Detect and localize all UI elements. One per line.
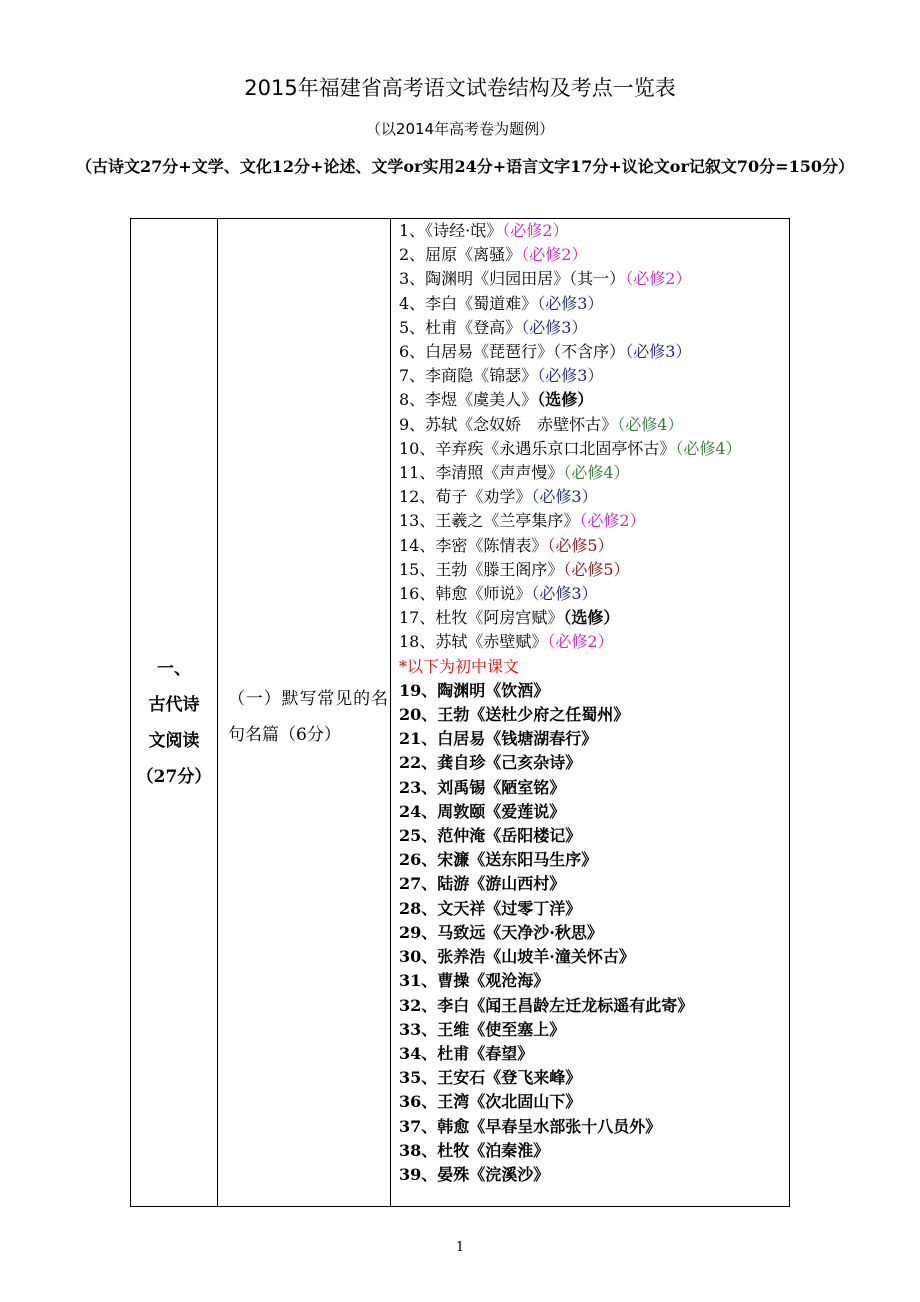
score-summary: （古诗文27分+文学、文化12分+论述、文学or实用24分+语言文字17分+议论文or记叙文70分=150分） bbox=[76, 157, 854, 176]
item-title: 8、李煜《虞美人》 bbox=[399, 390, 538, 410]
list-item bbox=[399, 558, 787, 582]
list-item bbox=[399, 413, 787, 437]
item-note: （必修4） bbox=[675, 438, 742, 458]
list-item bbox=[399, 1090, 787, 1114]
item-title: 27、陆游《游山西村》 bbox=[399, 874, 566, 894]
item-note: （必修3） bbox=[521, 317, 588, 337]
item-title: 16、韩愈《师说》 bbox=[399, 584, 532, 604]
list-item bbox=[399, 1163, 787, 1187]
item-note: （必修4） bbox=[617, 414, 684, 434]
list-item bbox=[399, 582, 787, 606]
item-title: 7、李商隐《锦瑟》 bbox=[399, 366, 538, 386]
item-title: 38、杜牧《泊秦淮》 bbox=[399, 1140, 550, 1160]
list-item bbox=[399, 824, 787, 848]
item-title: 31、曹操《观沧海》 bbox=[399, 971, 550, 991]
item-note: （必修3） bbox=[531, 584, 598, 604]
list-item bbox=[399, 364, 787, 388]
section-label-line: 古代诗 bbox=[148, 695, 200, 715]
item-title: 6、白居易《琵琶行》（不含序） bbox=[399, 342, 626, 362]
list-item bbox=[399, 969, 787, 993]
item-note: （必修3） bbox=[625, 342, 692, 362]
recitation-list bbox=[399, 219, 787, 1187]
item-title: 5、杜甫《登高》 bbox=[399, 317, 522, 337]
item-title: 39、晏殊《浣溪沙》 bbox=[399, 1164, 550, 1184]
item-title: 28、文天祥《过零丁洋》 bbox=[399, 898, 582, 918]
list-item bbox=[399, 1042, 787, 1066]
item-note: （必修3） bbox=[537, 366, 604, 386]
item-note: （必修5） bbox=[563, 559, 630, 579]
item-title: 35、王安石《登飞来峰》 bbox=[399, 1068, 582, 1088]
item-title: 4、李白《蜀道难》 bbox=[399, 293, 538, 313]
item-title: 19、陶渊明《饮酒》 bbox=[399, 680, 550, 700]
item-title: 9、苏轼《念奴娇 赤壁怀古》 bbox=[399, 414, 618, 434]
item-title: 10、辛弃疾《永遇乐京口北固亭怀古》 bbox=[399, 438, 676, 458]
list-item bbox=[399, 1018, 787, 1042]
items-cell bbox=[391, 219, 789, 1206]
item-title: 17、杜牧《阿房宫赋》 bbox=[399, 608, 564, 628]
list-item bbox=[399, 727, 787, 751]
item-note: （选修） bbox=[537, 390, 594, 410]
item-title: *以下为初中课文 bbox=[399, 656, 520, 676]
list-item bbox=[399, 606, 787, 630]
list-item bbox=[399, 534, 787, 558]
list-item bbox=[399, 994, 787, 1018]
list-item bbox=[399, 316, 787, 340]
item-title: 34、杜甫《春望》 bbox=[399, 1043, 534, 1063]
section-label bbox=[131, 651, 217, 795]
item-note: （必修4） bbox=[563, 463, 630, 483]
item-title: 15、王勃《滕王阁序》 bbox=[399, 559, 564, 579]
item-title: 37、韩愈《早春呈水部张十八员外》 bbox=[399, 1116, 662, 1136]
list-item bbox=[399, 1139, 787, 1163]
list-item bbox=[399, 292, 787, 316]
item-title: 32、李白《闻王昌龄左迁龙标遥有此寄》 bbox=[399, 995, 694, 1015]
section-cell bbox=[131, 219, 218, 1206]
item-title: 24、周敦颐《爱莲说》 bbox=[399, 801, 566, 821]
list-item bbox=[399, 800, 787, 824]
subsection-cell bbox=[218, 219, 391, 1206]
list-item bbox=[399, 897, 787, 921]
list-item bbox=[399, 219, 787, 243]
list-item bbox=[399, 945, 787, 969]
item-title: 20、王勃《送杜少府之任蜀州》 bbox=[399, 705, 630, 725]
item-title: 30、张养浩《山坡羊·潼关怀古》 bbox=[399, 947, 635, 967]
subsection-label: （一）默写常见的名句名篇（6分） bbox=[228, 689, 388, 745]
syllabus-table bbox=[130, 218, 790, 1207]
item-title: 25、范仲淹《岳阳楼记》 bbox=[399, 826, 582, 846]
list-item bbox=[399, 485, 787, 509]
item-note: （必修2） bbox=[625, 269, 692, 289]
list-item bbox=[399, 703, 787, 727]
item-title: 18、苏轼《赤壁赋》 bbox=[399, 632, 548, 652]
item-title: 2、屈原《离骚》 bbox=[399, 245, 522, 265]
item-title: 26、宋濂《送东阳马生序》 bbox=[399, 850, 598, 870]
list-item bbox=[399, 243, 787, 267]
list-item bbox=[399, 1115, 787, 1139]
item-title: 11、李清照《声声慢》 bbox=[399, 463, 564, 483]
list-item bbox=[399, 679, 787, 703]
item-title: 22、龚自珍《己亥杂诗》 bbox=[399, 753, 582, 773]
section-label-line: 一、 bbox=[157, 659, 191, 679]
page-title: 2015年福建省高考语文试卷结构及考点一览表 bbox=[244, 76, 676, 100]
item-note: （必修2） bbox=[547, 632, 614, 652]
item-note: （必修3） bbox=[531, 487, 598, 507]
list-item bbox=[399, 848, 787, 872]
item-title: 36、王湾《次北固山下》 bbox=[399, 1092, 582, 1112]
item-title: 1、《诗经·氓》 bbox=[399, 221, 503, 240]
item-title: 23、刘禹锡《陋室铭》 bbox=[399, 777, 566, 797]
list-item bbox=[399, 1066, 787, 1090]
item-title: 3、陶渊明《归园田居》（其一） bbox=[399, 269, 626, 289]
page-subtitle: （以2014年高考卷为题例） bbox=[365, 120, 555, 138]
list-item bbox=[399, 340, 787, 364]
list-item bbox=[399, 921, 787, 945]
item-note: （必修2） bbox=[521, 245, 588, 265]
item-note: （必修2） bbox=[579, 511, 646, 531]
item-title: 33、王维《使至塞上》 bbox=[399, 1019, 566, 1039]
list-item bbox=[399, 776, 787, 800]
item-title: 21、白居易《钱塘湖春行》 bbox=[399, 729, 598, 749]
list-item bbox=[399, 388, 787, 412]
item-note: （必修5） bbox=[547, 535, 614, 555]
list-item bbox=[399, 509, 787, 533]
section-label-line: （27分） bbox=[136, 767, 212, 787]
item-note: （选修） bbox=[563, 608, 620, 628]
item-title: 13、王羲之《兰亭集序》 bbox=[399, 511, 580, 531]
list-item bbox=[399, 461, 787, 485]
list-item bbox=[399, 437, 787, 461]
list-item bbox=[399, 872, 787, 896]
list-item bbox=[399, 630, 787, 654]
section-label-line: 文阅读 bbox=[148, 731, 200, 751]
list-item bbox=[399, 751, 787, 775]
item-title: 14、李密《陈情表》 bbox=[399, 535, 548, 555]
list-item bbox=[399, 655, 787, 679]
list-item bbox=[399, 267, 787, 291]
item-note: （必修2） bbox=[502, 221, 569, 240]
item-note: （必修3） bbox=[537, 293, 604, 313]
item-title: 12、荀子《劝学》 bbox=[399, 487, 532, 507]
item-title: 29、马致远《天净沙·秋思》 bbox=[399, 922, 603, 942]
page-number: 1 bbox=[455, 1240, 465, 1255]
